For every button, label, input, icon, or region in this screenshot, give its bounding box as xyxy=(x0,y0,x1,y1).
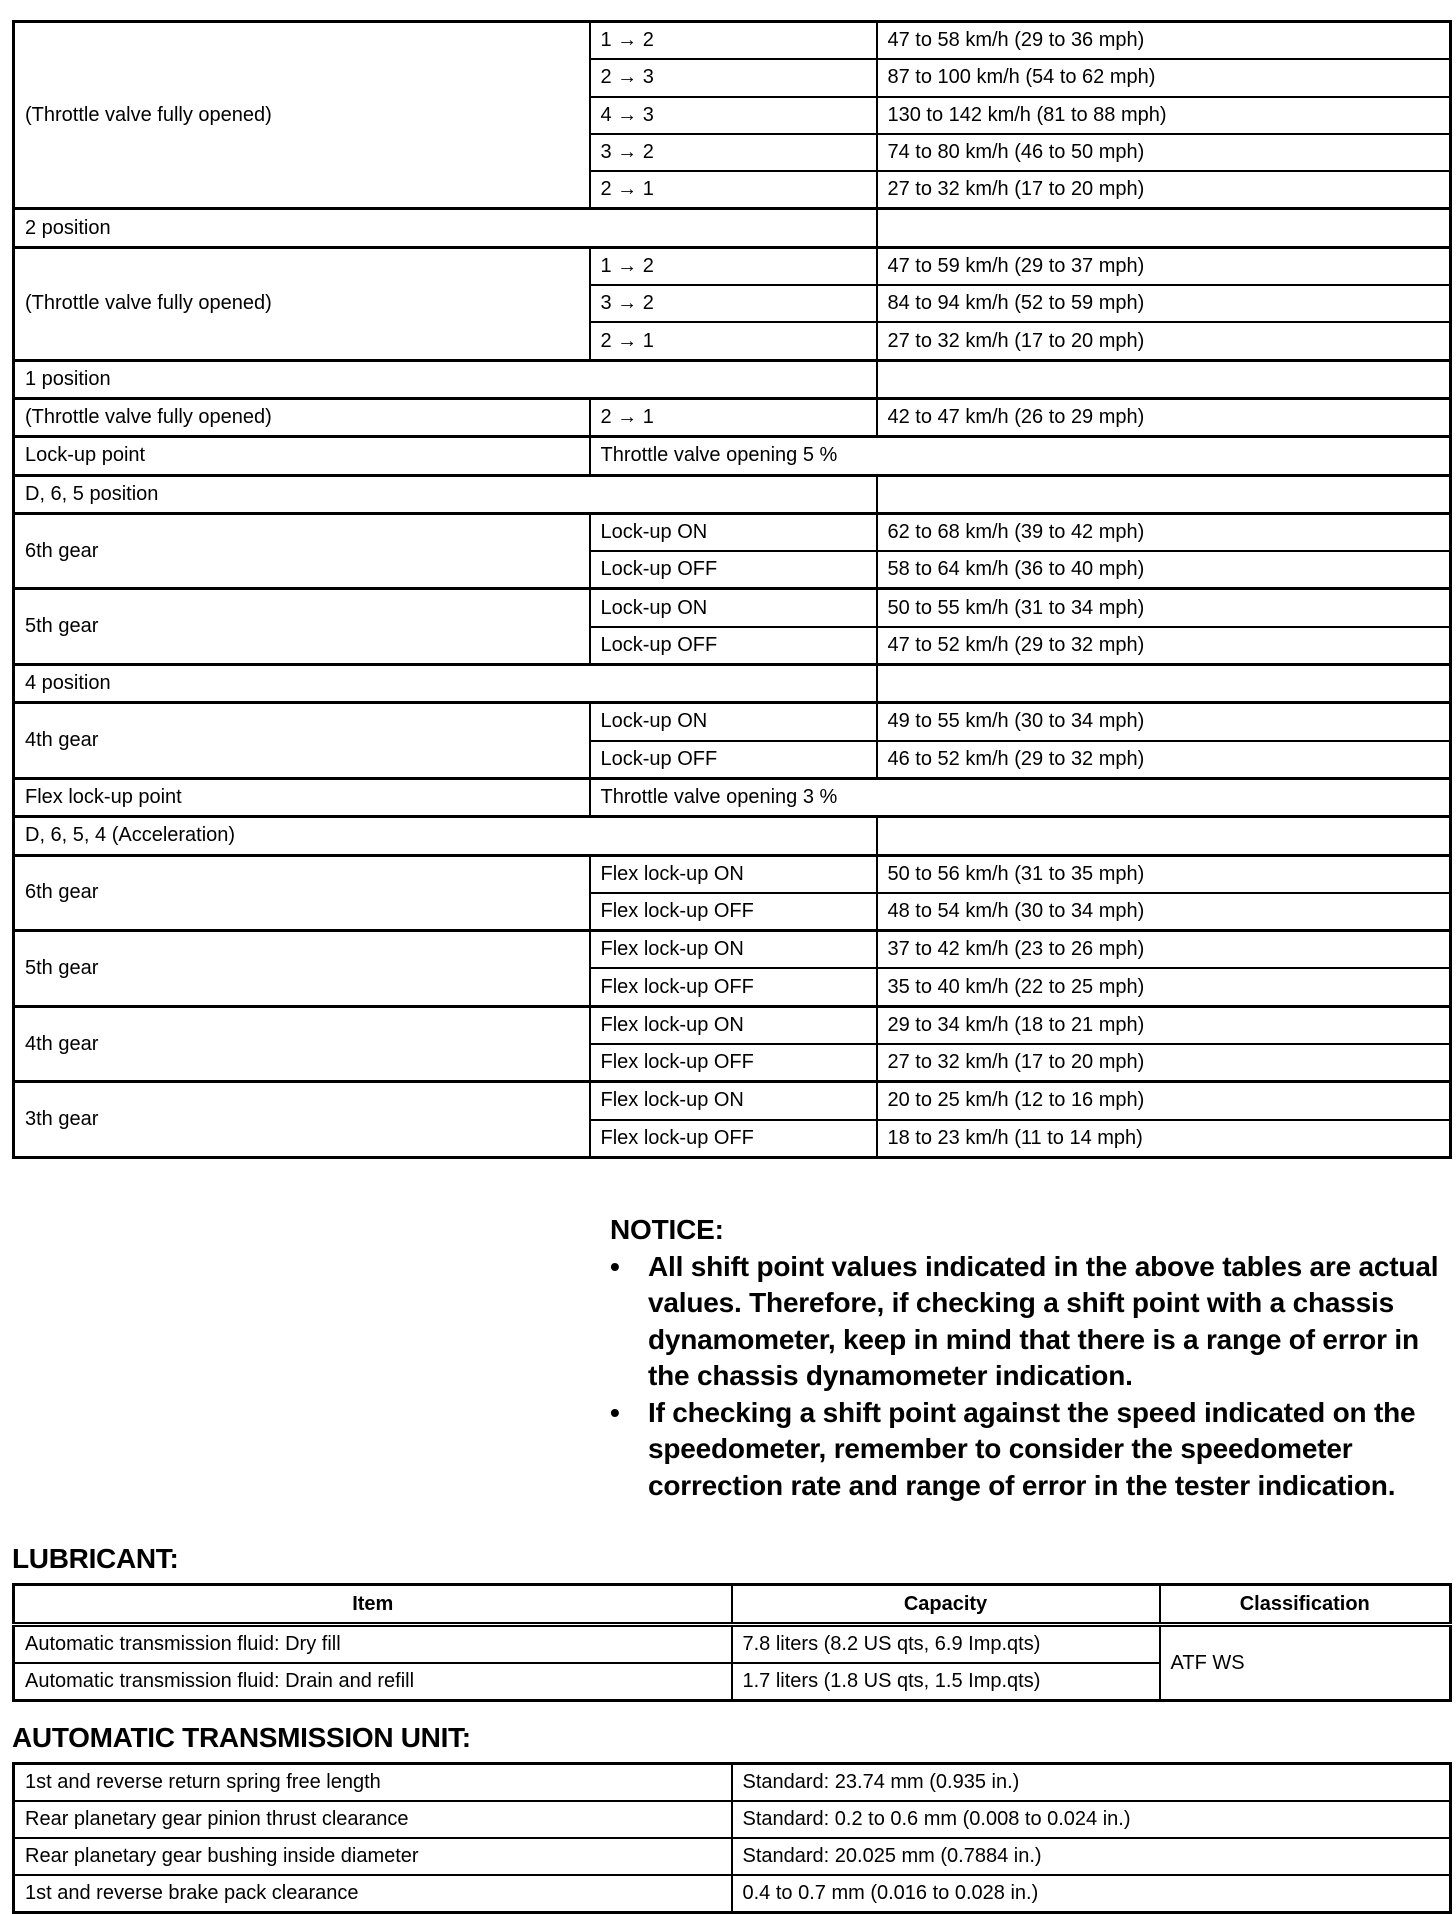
table-row xyxy=(14,22,1451,60)
shift-speed-value: 27 to 32 km/h (17 to 20 mph) xyxy=(877,322,1451,360)
column-header-classification: Classification xyxy=(1160,1585,1451,1625)
shift-speed-value: 46 to 52 km/h (29 to 32 mph) xyxy=(877,741,1451,779)
shift-condition: Lock-up ON xyxy=(590,589,877,627)
lubricant-table xyxy=(12,1583,1452,1702)
shift-speed-value: 48 to 54 km/h (30 to 34 mph) xyxy=(877,893,1451,931)
table-row xyxy=(14,247,1451,285)
shift-condition: 2 → 1 xyxy=(590,398,877,436)
lubricant-capacity: 1.7 liters (1.8 US qts, 1.5 Imp.qts) xyxy=(732,1663,1160,1701)
shift-condition: 2 → 1 xyxy=(590,171,877,209)
notice-item-text: All shift point values indicated in the above tables are actual values. Therefore, if checking a shift point with a chassis dynamometer, keep in mind that there is a range of error in the chassis dynamometer indication. xyxy=(648,1250,1439,1391)
shift-condition: Lock-up OFF xyxy=(590,741,877,779)
table-row xyxy=(14,513,1451,551)
shift-condition: 3 → 2 xyxy=(590,134,877,171)
group-label: (Throttle valve fully opened) xyxy=(14,247,590,360)
shift-condition: Flex lock-up OFF xyxy=(590,1120,877,1158)
bullet-icon: • xyxy=(610,1396,620,1428)
shift-speed-value: 35 to 40 km/h (22 to 25 mph) xyxy=(877,968,1451,1006)
table-row xyxy=(14,1006,1451,1044)
notice-block xyxy=(610,1212,1450,1504)
section-header-row xyxy=(14,475,1451,513)
shift-point-table xyxy=(12,20,1452,1159)
span-row xyxy=(14,778,1451,816)
shift-speed-value: 49 to 55 km/h (30 to 34 mph) xyxy=(877,703,1451,741)
shift-condition: 2 → 3 xyxy=(590,59,877,96)
group-label: 4th gear xyxy=(14,1006,590,1082)
row-value: Throttle valve opening 5 % xyxy=(590,437,1451,475)
shift-speed-value: 84 to 94 km/h (52 to 59 mph) xyxy=(877,285,1451,322)
spec-value: 0.4 to 0.7 mm (0.016 to 0.028 in.) xyxy=(732,1875,1451,1913)
group-label: 5th gear xyxy=(14,589,590,665)
shift-speed-value: 37 to 42 km/h (23 to 26 mph) xyxy=(877,931,1451,969)
shift-speed-value: 47 to 59 km/h (29 to 37 mph) xyxy=(877,247,1451,285)
shift-speed-value: 50 to 56 km/h (31 to 35 mph) xyxy=(877,855,1451,893)
table-row xyxy=(14,855,1451,893)
lubricant-classification: ATF WS xyxy=(1160,1625,1451,1701)
shift-condition: Lock-up OFF xyxy=(590,627,877,665)
table-row xyxy=(14,589,1451,627)
shift-condition: 1 → 2 xyxy=(590,247,877,285)
shift-point-table-body xyxy=(14,22,1451,1158)
lubricant-item: Automatic transmission fluid: Dry fill xyxy=(14,1625,732,1664)
section-header-row xyxy=(14,209,1451,247)
spec-item: Rear planetary gear pinion thrust clearance xyxy=(14,1801,732,1838)
shift-speed-value: 42 to 47 km/h (26 to 29 mph) xyxy=(877,398,1451,436)
spec-value: Standard: 20.025 mm (0.7884 in.) xyxy=(732,1838,1451,1875)
transmission-unit-heading: AUTOMATIC TRANSMISSION UNIT: xyxy=(12,1722,471,1753)
spec-value: Standard: 0.2 to 0.6 mm (0.008 to 0.024 in.) xyxy=(732,1801,1451,1838)
spec-item: 1st and reverse return spring free length xyxy=(14,1764,732,1802)
table-row xyxy=(14,1625,1451,1664)
shift-speed-value: 47 to 52 km/h (29 to 32 mph) xyxy=(877,627,1451,665)
empty-cell xyxy=(877,360,1451,398)
spec-value: Standard: 23.74 mm (0.935 in.) xyxy=(732,1764,1451,1802)
section-header-label: D, 6, 5 position xyxy=(14,475,877,513)
lubricant-heading: LUBRICANT: xyxy=(12,1543,179,1574)
column-header-item: Item xyxy=(14,1585,732,1625)
section-header-label: D, 6, 5, 4 (Acceleration) xyxy=(14,817,877,855)
empty-cell xyxy=(877,209,1451,247)
table-row xyxy=(14,703,1451,741)
table-row xyxy=(14,1838,1451,1875)
table-row xyxy=(14,931,1451,969)
shift-condition: 2 → 1 xyxy=(590,322,877,360)
row-value: Throttle valve opening 3 % xyxy=(590,778,1451,816)
shift-speed-value: 47 to 58 km/h (29 to 36 mph) xyxy=(877,22,1451,60)
shift-speed-value: 74 to 80 km/h (46 to 50 mph) xyxy=(877,134,1451,171)
group-label: 4th gear xyxy=(14,703,590,779)
spec-item: 1st and reverse brake pack clearance xyxy=(14,1875,732,1913)
table-row xyxy=(14,1082,1451,1120)
section-header-label: 1 position xyxy=(14,360,877,398)
empty-cell xyxy=(877,665,1451,703)
table-row xyxy=(14,398,1451,436)
shift-condition: Flex lock-up ON xyxy=(590,931,877,969)
group-label: 6th gear xyxy=(14,855,590,931)
shift-speed-value: 27 to 32 km/h (17 to 20 mph) xyxy=(877,171,1451,209)
group-label: 6th gear xyxy=(14,513,590,589)
shift-condition: Flex lock-up OFF xyxy=(590,968,877,1006)
notice-item xyxy=(610,1395,1450,1505)
section-header-label: 4 position xyxy=(14,665,877,703)
shift-condition: Flex lock-up OFF xyxy=(590,1044,877,1082)
table-row xyxy=(14,1801,1451,1838)
lubricant-item: Automatic transmission fluid: Drain and refill xyxy=(14,1663,732,1701)
lubricant-header-row xyxy=(14,1585,1451,1625)
group-label: 3th gear xyxy=(14,1082,590,1158)
shift-condition: 3 → 2 xyxy=(590,285,877,322)
shift-condition: Lock-up ON xyxy=(590,703,877,741)
column-header-capacity: Capacity xyxy=(732,1585,1160,1625)
table-row xyxy=(14,1875,1451,1913)
group-label: (Throttle valve fully opened) xyxy=(14,398,590,436)
notice-title: NOTICE: xyxy=(610,1214,724,1245)
row-label: Lock-up point xyxy=(14,437,590,475)
shift-speed-value: 20 to 25 km/h (12 to 16 mph) xyxy=(877,1082,1451,1120)
shift-speed-value: 18 to 23 km/h (11 to 14 mph) xyxy=(877,1120,1451,1158)
empty-cell xyxy=(877,817,1451,855)
section-header-label: 2 position xyxy=(14,209,877,247)
section-header-row xyxy=(14,360,1451,398)
section-header-row xyxy=(14,817,1451,855)
table-row xyxy=(14,1764,1451,1802)
bullet-icon: • xyxy=(610,1250,620,1282)
shift-condition: Lock-up OFF xyxy=(590,551,877,589)
shift-speed-value: 58 to 64 km/h (36 to 40 mph) xyxy=(877,551,1451,589)
notice-item-text: If checking a shift point against the speed indicated on the speedometer, remember to consider the speedometer correction rate and range of error in the tester indication. xyxy=(648,1396,1416,1501)
shift-condition: Flex lock-up ON xyxy=(590,855,877,893)
shift-speed-value: 130 to 142 km/h (81 to 88 mph) xyxy=(877,97,1451,134)
shift-speed-value: 27 to 32 km/h (17 to 20 mph) xyxy=(877,1044,1451,1082)
notice-list xyxy=(610,1249,1450,1505)
shift-speed-value: 29 to 34 km/h (18 to 21 mph) xyxy=(877,1006,1451,1044)
group-label: (Throttle valve fully opened) xyxy=(14,22,590,209)
group-label: 5th gear xyxy=(14,931,590,1007)
shift-condition: 4 → 3 xyxy=(590,97,877,134)
lubricant-capacity: 7.8 liters (8.2 US qts, 6.9 Imp.qts) xyxy=(732,1625,1160,1664)
notice-item xyxy=(610,1249,1450,1395)
shift-condition: Flex lock-up ON xyxy=(590,1006,877,1044)
shift-condition: 1 → 2 xyxy=(590,22,877,60)
empty-cell xyxy=(877,475,1451,513)
shift-speed-value: 87 to 100 km/h (54 to 62 mph) xyxy=(877,59,1451,96)
span-row xyxy=(14,437,1451,475)
row-label: Flex lock-up point xyxy=(14,778,590,816)
spec-item: Rear planetary gear bushing inside diameter xyxy=(14,1838,732,1875)
transmission-unit-table xyxy=(12,1762,1452,1914)
shift-speed-value: 62 to 68 km/h (39 to 42 mph) xyxy=(877,513,1451,551)
shift-condition: Flex lock-up OFF xyxy=(590,893,877,931)
shift-condition: Lock-up ON xyxy=(590,513,877,551)
shift-condition: Flex lock-up ON xyxy=(590,1082,877,1120)
shift-speed-value: 50 to 55 km/h (31 to 34 mph) xyxy=(877,589,1451,627)
section-header-row xyxy=(14,665,1451,703)
